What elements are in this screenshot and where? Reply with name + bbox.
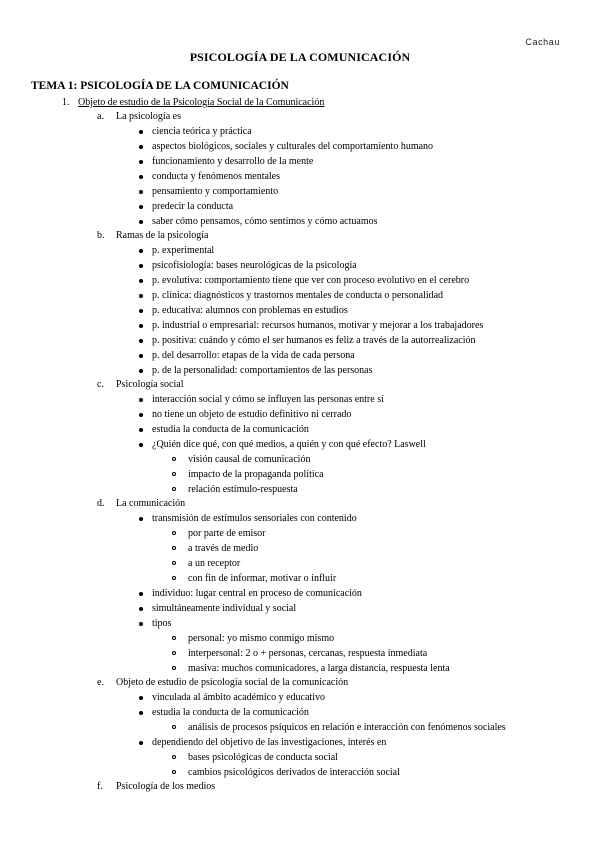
bullet-icon bbox=[139, 443, 143, 447]
bullet-icon bbox=[139, 696, 143, 700]
list-item-text: simultáneamente individual y social bbox=[152, 603, 297, 614]
circle-bullet-icon bbox=[172, 531, 176, 535]
circle-bullet-icon bbox=[172, 546, 176, 550]
list-item-text: funcionamiento y desarrollo de la mente bbox=[152, 156, 314, 167]
list-item-text: individuo: lugar central en proceso de comunicación bbox=[152, 588, 362, 599]
list-item-text: con fin de informar, motivar o influir bbox=[188, 573, 337, 584]
list-item-text: aspectos biológicos, sociales y culturales del comportamiento humano bbox=[152, 141, 434, 152]
list-item-text: ciencia teórica y práctica bbox=[152, 126, 252, 137]
list-item-text: p. industrial o empresarial: recursos humanos, motivar y mejorar a los trabajadores bbox=[152, 320, 484, 331]
bullet-icon bbox=[139, 130, 143, 134]
circle-bullet-icon bbox=[172, 472, 176, 476]
circle-bullet-icon bbox=[172, 636, 176, 640]
list-item-text: estudia la conducta de la comunicación bbox=[152, 424, 309, 435]
list-item-text: vinculada al ámbito académico y educativo bbox=[152, 692, 325, 703]
subsection-title: Psicología de los medios bbox=[116, 781, 216, 792]
bullet-icon bbox=[139, 175, 143, 179]
list-item-text: no tiene un objeto de estudio definitivo ni cerrado bbox=[152, 409, 352, 420]
list-marker: f. bbox=[97, 781, 103, 792]
list-item-text: p. positiva: cuándo y cómo el ser humanos es feliz a través de la autorrealización bbox=[152, 335, 476, 346]
bullet-icon bbox=[139, 741, 143, 745]
list-item-text: p. del desarrollo: etapas de la vida de cada persona bbox=[152, 350, 355, 361]
bullet-icon bbox=[139, 592, 143, 596]
circle-bullet-icon bbox=[172, 651, 176, 655]
list-item-text: conducta y fenómenos mentales bbox=[152, 171, 281, 182]
list-item-text: relación estímulo-respuesta bbox=[188, 484, 298, 495]
bullet-icon bbox=[139, 160, 143, 164]
bullet-icon bbox=[139, 190, 143, 194]
list-item-text: análisis de procesos psíquicos en relación e interacción con fenómenos sociales bbox=[188, 722, 506, 733]
circle-bullet-icon bbox=[172, 576, 176, 580]
list-item-text: psicofisiología: bases neurológicas de la psicología bbox=[152, 260, 357, 271]
author-name: Cachau bbox=[525, 37, 560, 47]
bullet-icon bbox=[139, 220, 143, 224]
bullet-icon bbox=[139, 711, 143, 715]
page-title: PSICOLOGÍA DE LA COMUNICACIÓN bbox=[189, 50, 411, 64]
circle-bullet-icon bbox=[172, 561, 176, 565]
bullet-icon bbox=[139, 354, 143, 358]
list-item-text: impacto de la propaganda política bbox=[188, 469, 324, 480]
subsection-title: Objeto de estudio de psicología social de la comunicación bbox=[116, 677, 349, 688]
list-item-text: interacción social y cómo se influyen las personas entre sí bbox=[152, 394, 384, 405]
list-item-text: estudia la conducta de la comunicación bbox=[152, 707, 309, 718]
list-item-text: pensamiento y comportamiento bbox=[152, 186, 279, 197]
bullet-icon bbox=[139, 264, 143, 268]
list-item-text: por parte de emisor bbox=[188, 528, 266, 539]
list-item-text: transmisión de estímulos sensoriales con contenido bbox=[152, 513, 357, 524]
bullet-icon bbox=[139, 324, 143, 328]
bullet-icon bbox=[139, 145, 143, 149]
list-item-text: personal: yo mismo conmigo mismo bbox=[188, 633, 335, 644]
section-title: Objeto de estudio de la Psicología Social de la Comunicación bbox=[78, 97, 325, 108]
bullet-icon bbox=[139, 517, 143, 521]
subsection-title: La comunicación bbox=[116, 498, 186, 509]
list-item-text: interpersonal: 2 o + personas, cercanas, respuesta inmediata bbox=[188, 648, 428, 659]
list-marker: a. bbox=[97, 111, 104, 122]
circle-bullet-icon bbox=[172, 666, 176, 670]
bullet-icon bbox=[139, 294, 143, 298]
circle-bullet-icon bbox=[172, 755, 176, 759]
list-marker: d. bbox=[97, 498, 105, 509]
list-item-text: masiva: muchos comunicadores, a larga distancia, respuesta lenta bbox=[188, 663, 450, 674]
bullet-icon bbox=[139, 622, 143, 626]
list-item-text: p. de la personalidad: comportamientos de las personas bbox=[152, 365, 373, 376]
bullet-icon bbox=[139, 428, 143, 432]
circle-bullet-icon bbox=[172, 770, 176, 774]
bullet-icon bbox=[139, 249, 143, 253]
bullet-icon bbox=[139, 369, 143, 373]
bullet-icon bbox=[139, 205, 143, 209]
subsection-title: La psicología es bbox=[116, 111, 181, 122]
list-item-text: ¿Quién dice qué, con qué medios, a quién y con qué efecto? Laswell bbox=[152, 439, 426, 450]
list-item-text: p. evolutiva: comportamiento tiene que ver con proceso evolutivo en el cerebro bbox=[152, 275, 470, 286]
list-item-text: predecir la conducta bbox=[152, 201, 234, 212]
list-item-text: saber cómo pensamos, cómo sentimos y cómo actuamos bbox=[152, 216, 378, 227]
list-marker: c. bbox=[97, 379, 104, 390]
circle-bullet-icon bbox=[172, 487, 176, 491]
list-item-text: dependiendo del objetivo de las investigaciones, interés en bbox=[152, 737, 387, 748]
list-item-text: p. clínica: diagnósticos y trastornos mentales de conducta o personalidad bbox=[152, 290, 444, 301]
circle-bullet-icon bbox=[172, 457, 176, 461]
chapter-heading: TEMA 1: PSICOLOGÍA DE LA COMUNICACIÓN bbox=[31, 80, 289, 92]
list-marker: b. bbox=[97, 230, 105, 241]
list-item-text: bases psicológicas de conducta social bbox=[188, 752, 338, 763]
list-item-text: cambios psicológicos derivados de interacción social bbox=[188, 767, 400, 778]
list-item-text: a un receptor bbox=[188, 558, 241, 569]
bullet-icon bbox=[139, 309, 143, 313]
circle-bullet-icon bbox=[172, 725, 176, 729]
bullet-icon bbox=[139, 279, 143, 283]
subsection-title: Psicología social bbox=[116, 379, 184, 390]
list-item-text: tipos bbox=[152, 618, 172, 629]
bullet-icon bbox=[139, 413, 143, 417]
bullet-icon bbox=[139, 607, 143, 611]
bullet-icon bbox=[139, 339, 143, 343]
list-item-text: p. experimental bbox=[152, 245, 215, 256]
list-item-text: a través de medio bbox=[188, 543, 259, 554]
subsection-title: Ramas de la psicología bbox=[116, 230, 209, 241]
bullet-icon bbox=[139, 398, 143, 402]
list-item-text: p. educativa: alumnos con problemas en estudios bbox=[152, 305, 348, 316]
section-number: 1. bbox=[62, 97, 70, 108]
list-marker: e. bbox=[97, 677, 104, 688]
list-item-text: visión causal de comunicación bbox=[188, 454, 311, 465]
